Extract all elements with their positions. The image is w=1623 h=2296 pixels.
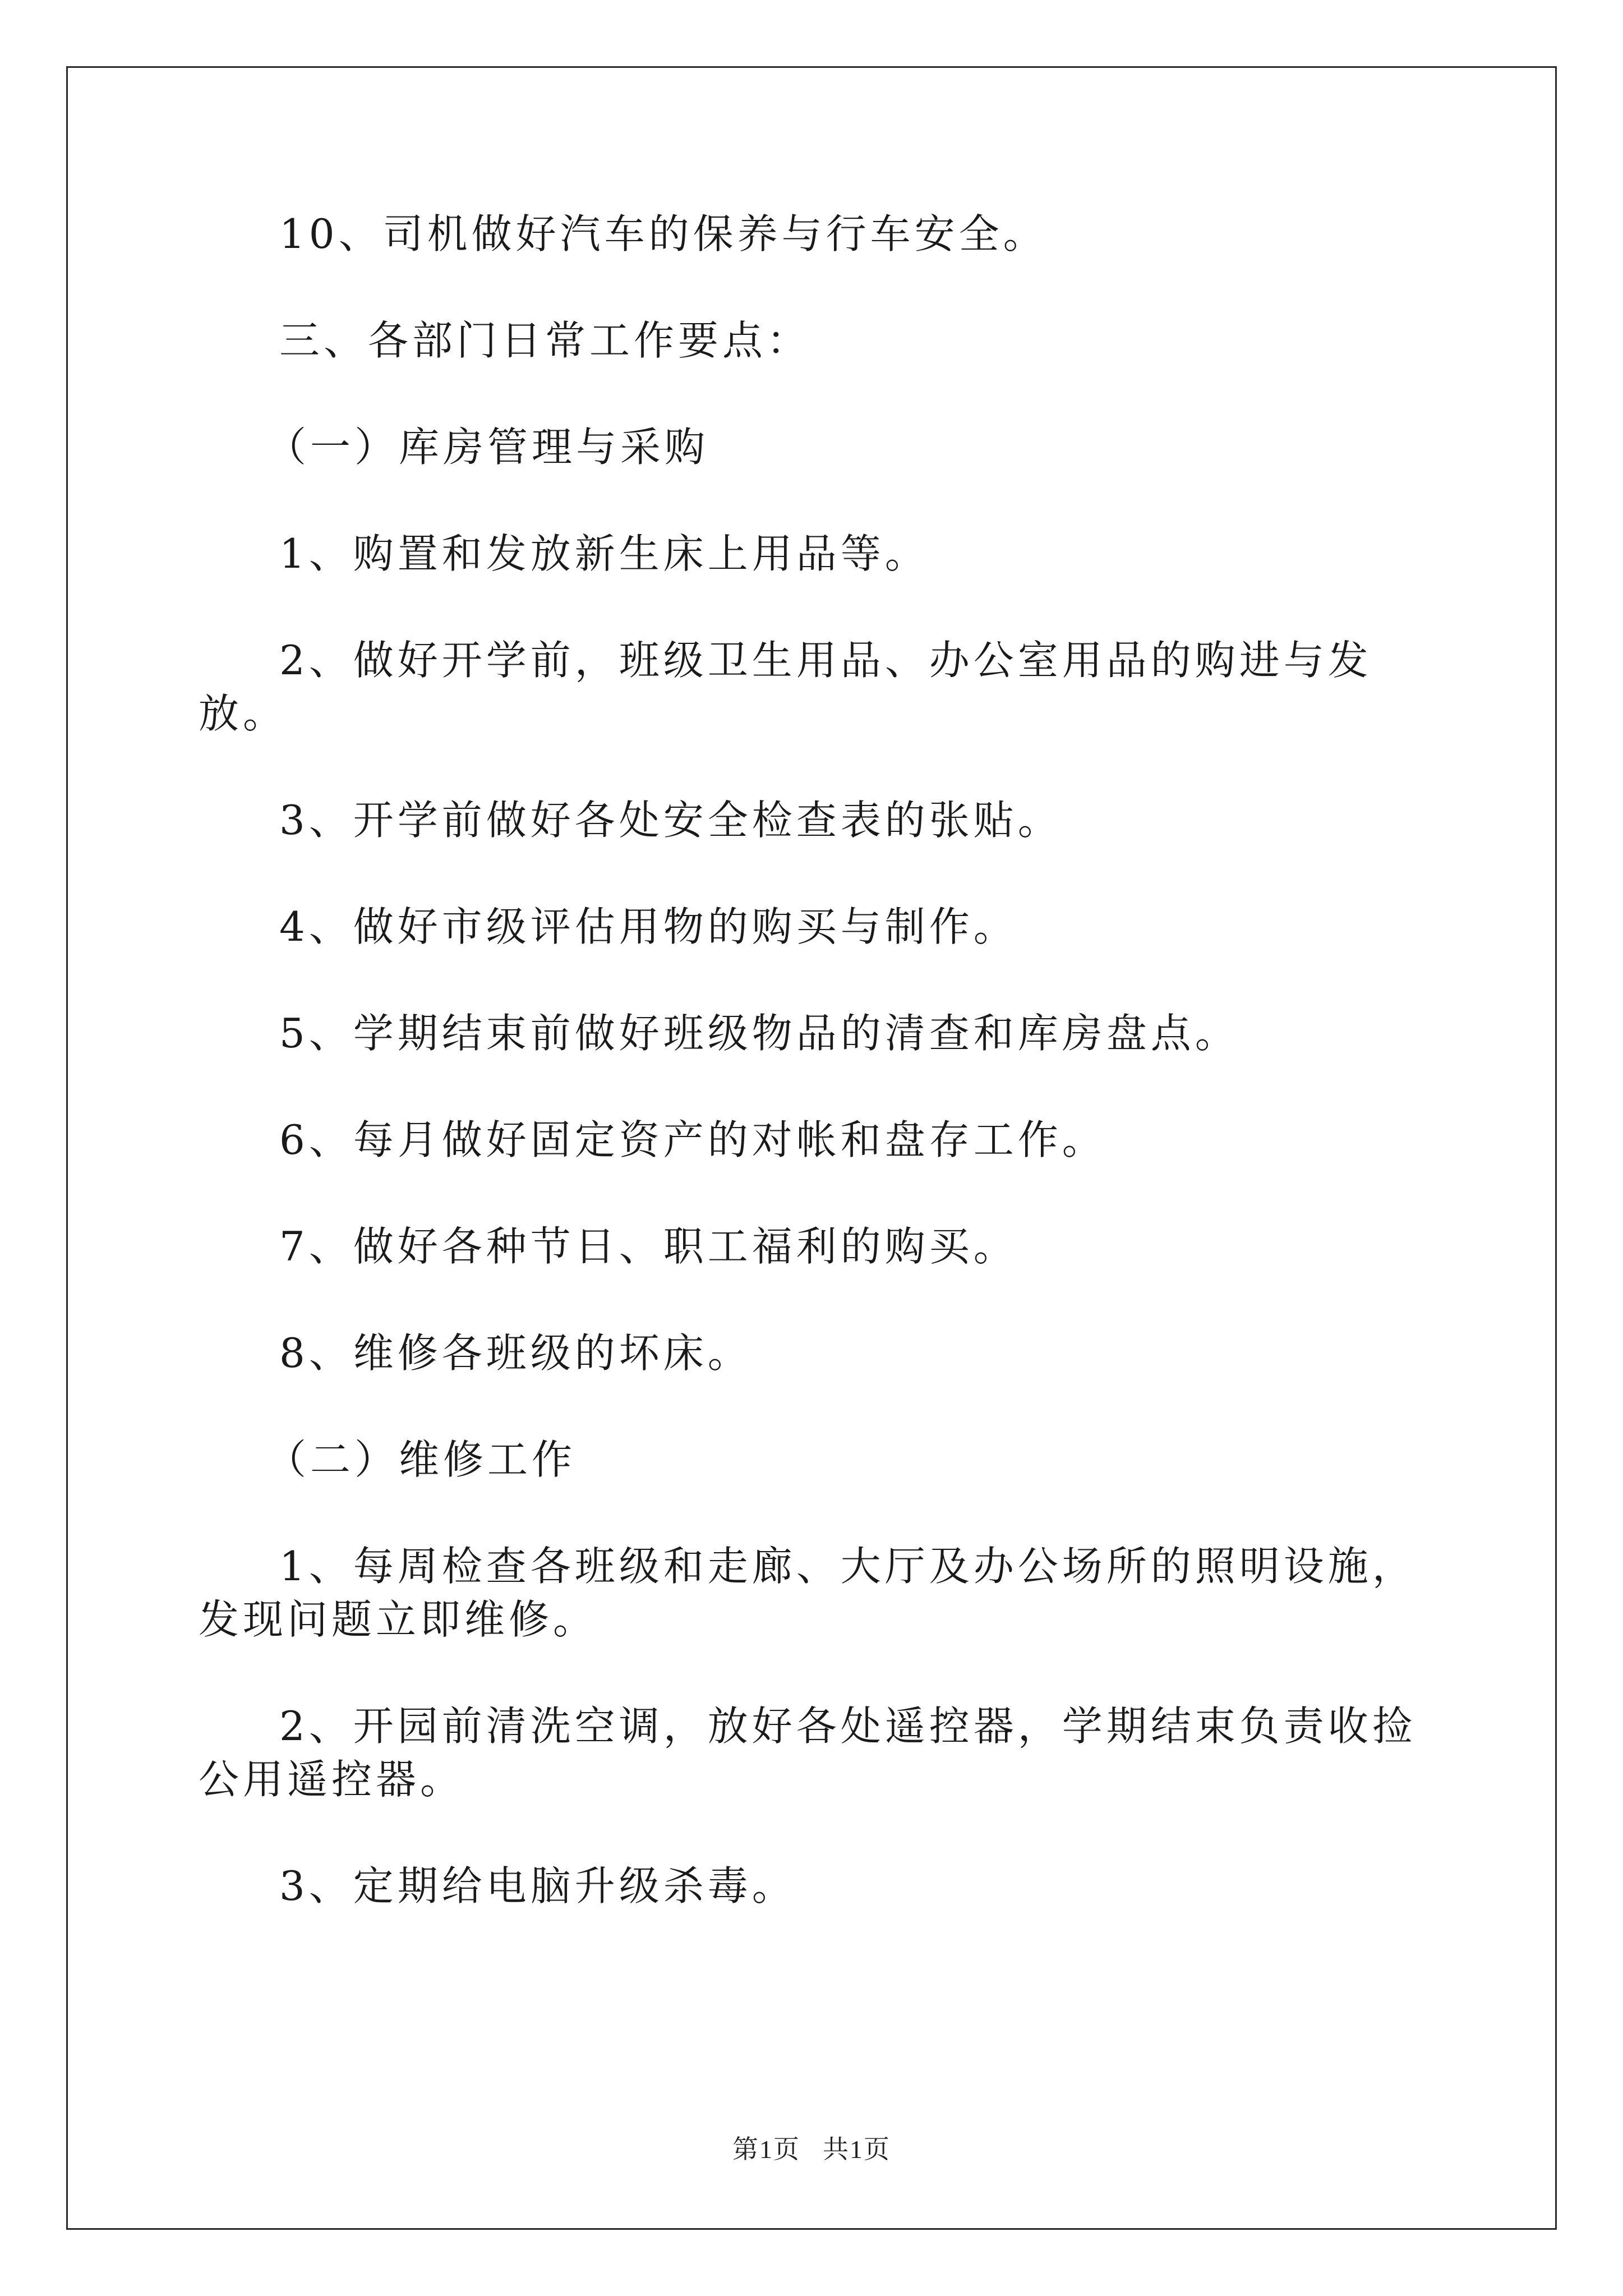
paragraph-item-3: 3、开学前做好各处安全检查表的张贴。 [279, 797, 1062, 844]
document-body [199, 208, 1427, 1966]
paragraph-repair-3: 3、定期给电脑升级杀毒。 [279, 1862, 796, 1910]
page-number: 第1页 [732, 2135, 800, 2164]
paragraph-repair-1: 1、每周检查各班级和走廊、大厅及办公场所的照明设施，发现问题立即维修。 [199, 1543, 1417, 1643]
paragraph-item-7: 7、做好各种节日、职工福利的购买。 [279, 1223, 1018, 1270]
paragraph-item-8: 8、维修各班级的坏床。 [279, 1329, 752, 1377]
page-total: 共1页 [823, 2135, 891, 2164]
subsection-heading-1: （一）库房管理与采购 [266, 424, 709, 471]
paragraph-item-6: 6、每月做好固定资产的对帐和盘存工作。 [279, 1116, 1106, 1163]
subsection-heading-2: （二）维修工作 [266, 1436, 577, 1483]
paragraph-repair-2: 2、开园前清洗空调，放好各处遥控器，学期结束负责收捡公用遥控器。 [199, 1703, 1417, 1803]
paragraph-item-5: 5、学期结束前做好班级物品的清查和库房盘点。 [279, 1010, 1239, 1057]
paragraph-item-10: 10、司机做好汽车的保养与行车安全。 [279, 210, 1048, 257]
page-footer [0, 2129, 1623, 2166]
paragraph-item-2: 2、做好开学前，班级卫生用品、办公室用品的购进与发放。 [199, 637, 1372, 737]
section-heading-3: 三、各部门日常工作要点： [279, 317, 811, 364]
paragraph-item-1: 1、购置和发放新生床上用品等。 [279, 530, 929, 577]
paragraph-item-4: 4、做好市级评估用物的购买与制作。 [279, 903, 1018, 950]
